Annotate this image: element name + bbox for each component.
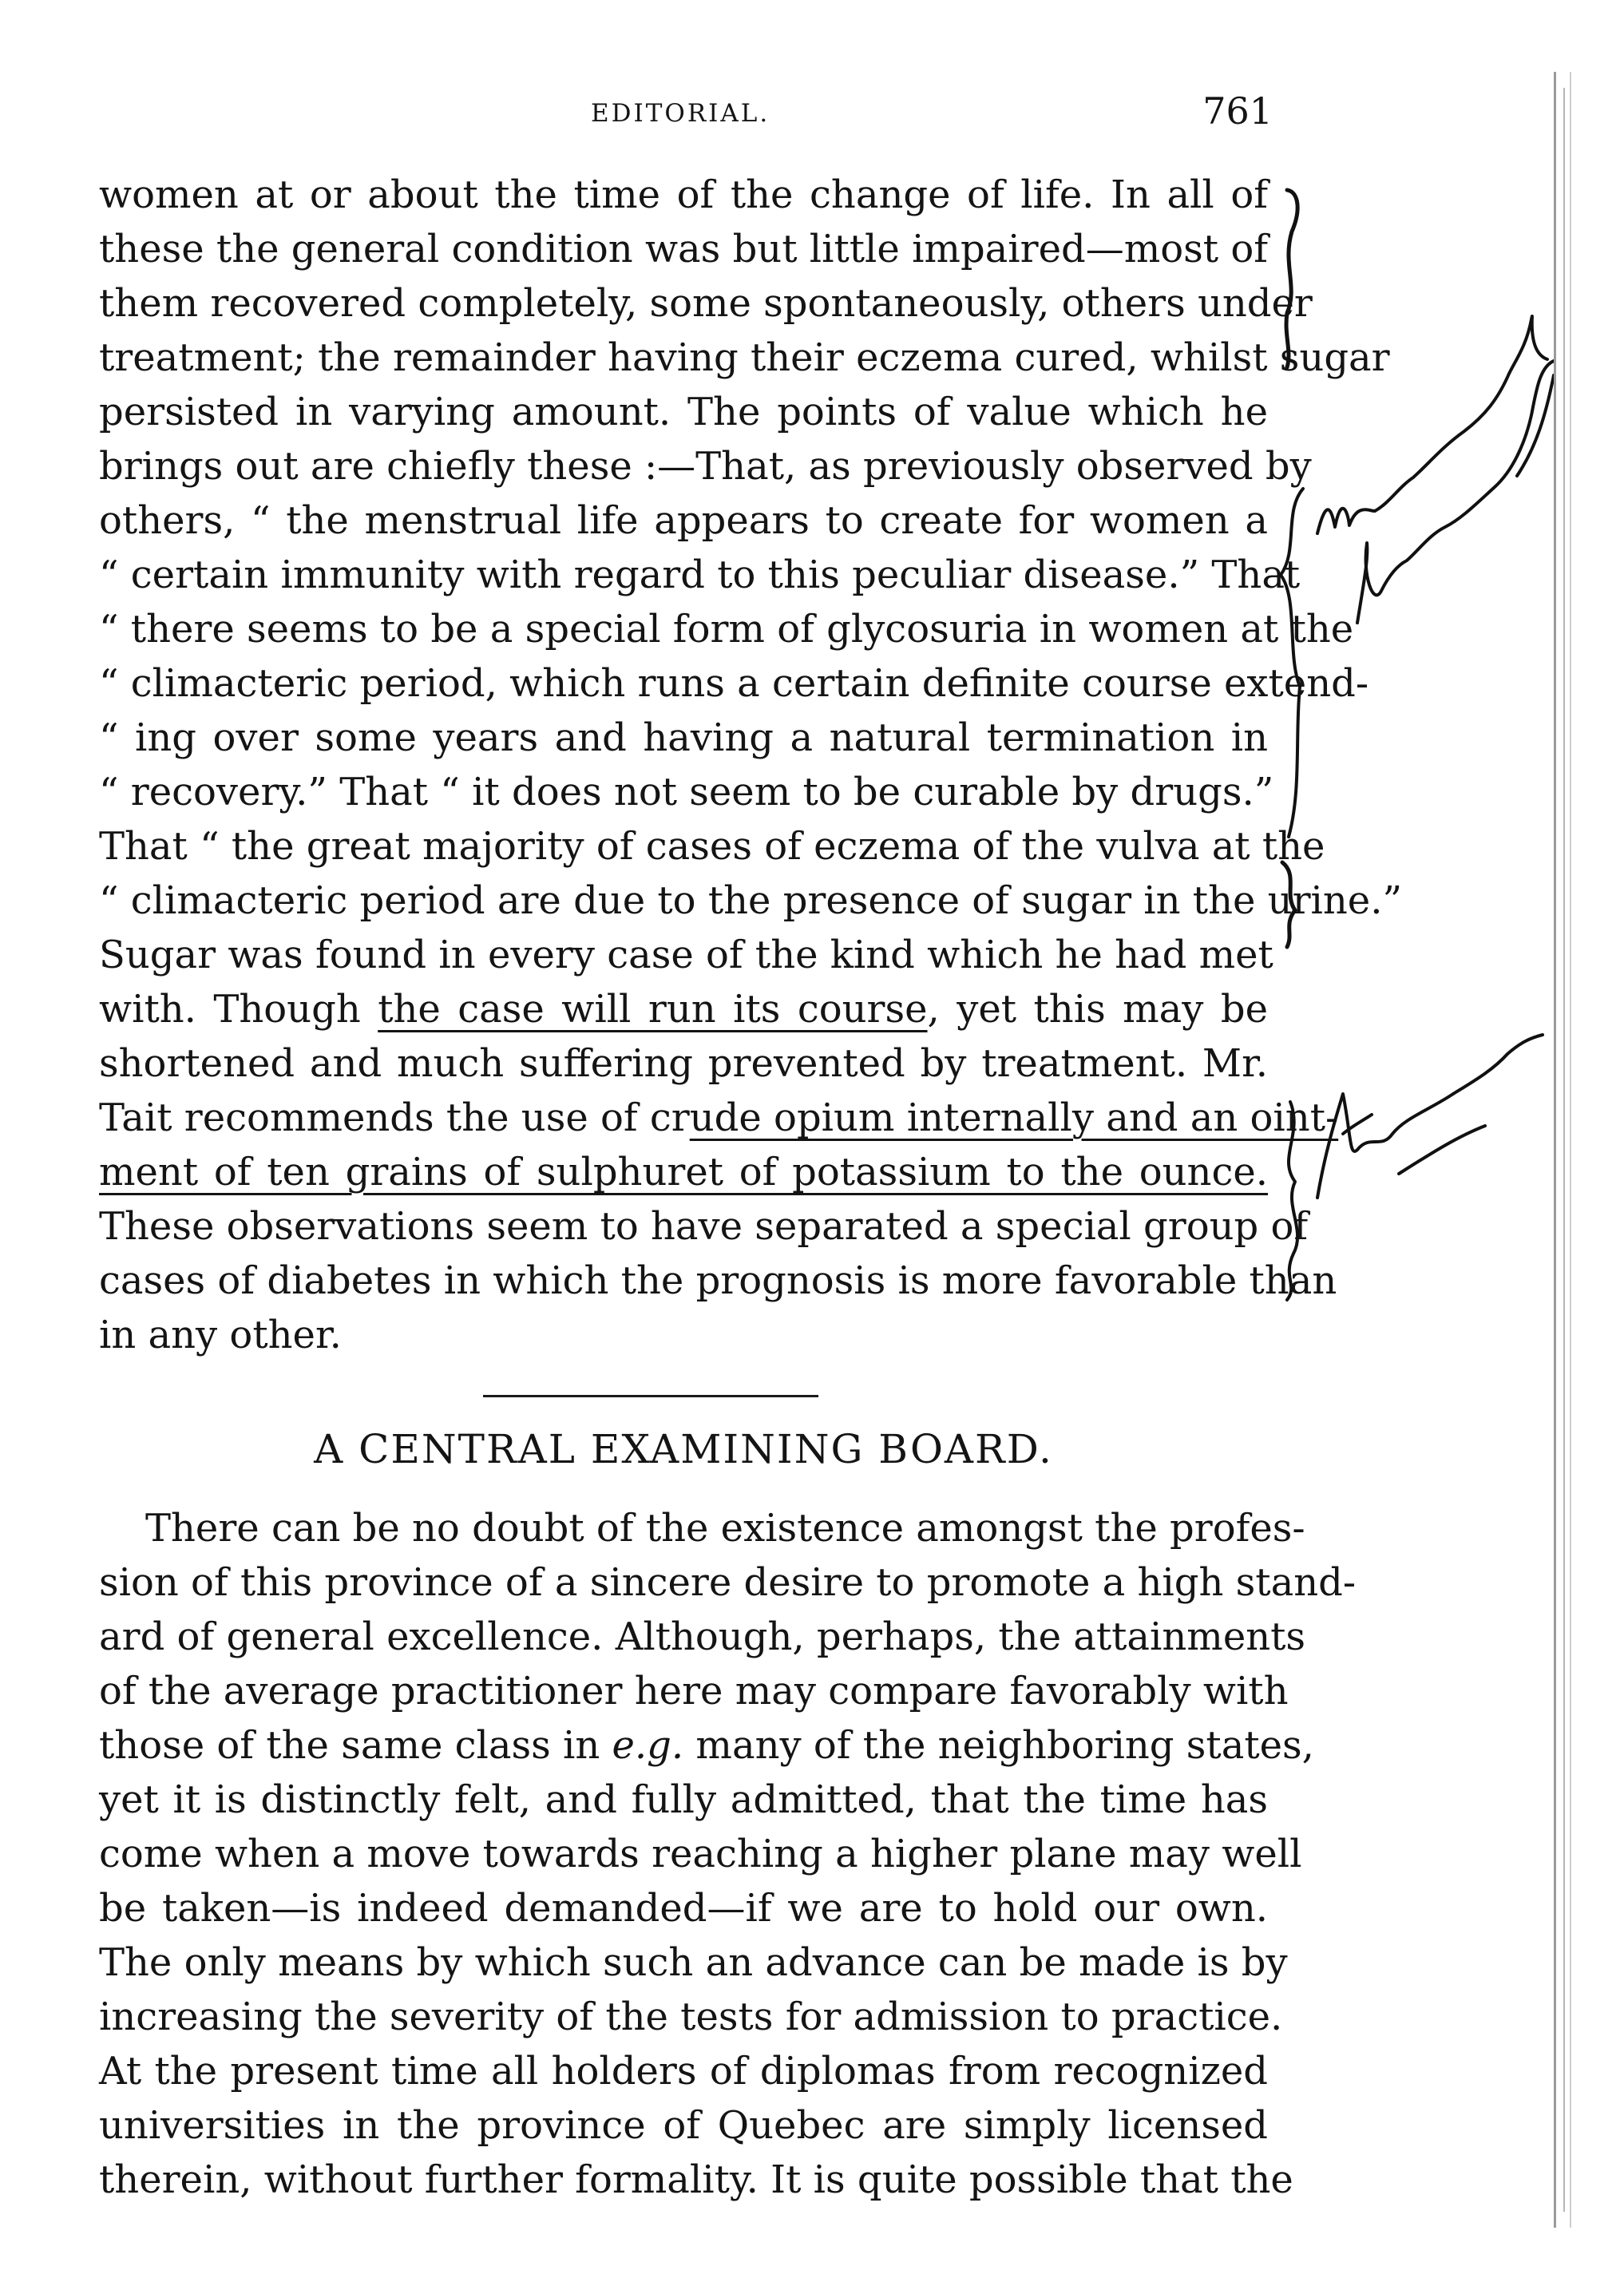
text-line: yet it is distinctly felt, and fully admitted, that the time has xyxy=(99,1777,1268,1822)
text-line: ard of general excellence. Although, perhaps, the attainments xyxy=(99,1614,1306,1659)
text-line: treatment; the remainder having their eczema cured, whilst sugar xyxy=(99,335,1390,380)
text-line: The only means by which such an advance can be made is by xyxy=(99,1940,1288,1985)
text-line: These observations seem to have separated a special group of xyxy=(99,1204,1309,1249)
underlined-phrase: ment of ten grains of sulphuret of potassium to the ounce. xyxy=(99,1150,1268,1194)
italic-abbreviation: e.g. xyxy=(612,1723,684,1768)
text-line: cases of diabetes in which the prognosis is more favorable than xyxy=(99,1258,1337,1303)
underlined-phrase: ude opium internally and an oint- xyxy=(689,1095,1339,1140)
text-line: “ ing over some years and having a natural termination in xyxy=(99,715,1268,760)
text-line: them recovered completely, some spontaneously, others under xyxy=(99,281,1313,326)
text-line: That “ the great majority of cases of eczema of the vulva at the xyxy=(99,824,1325,869)
text-line xyxy=(99,982,1268,1036)
page-number: 761 xyxy=(1202,89,1273,133)
text-line: “ climacteric period are due to the presence of sugar in the urine.” xyxy=(99,878,1402,923)
text-line: “ recovery.” That “ it does not seem to be curable by drugs.” xyxy=(99,770,1274,814)
text-line: in any other. xyxy=(99,1313,342,1357)
section-divider xyxy=(483,1395,818,1397)
underlined-phrase: the case will run its course xyxy=(378,987,928,1032)
page-edge-strip xyxy=(1554,72,1571,2228)
text-line: “ certain immunity with regard to this peculiar disease.” That xyxy=(99,553,1301,597)
text-line: sion of this province of a sincere desire to promote a high stand- xyxy=(99,1560,1357,1605)
text-line xyxy=(99,1145,1268,1199)
running-head-title: EDITORIAL. xyxy=(591,99,770,128)
text-line: Sugar was found in every case of the kind which he had met xyxy=(99,933,1273,977)
text-line: universities in the province of Quebec are simply licensed xyxy=(99,2103,1268,2148)
text-line: shortened and much suffering prevented by treatment. Mr. xyxy=(99,1041,1268,1086)
text-line: be taken—is indeed demanded—if we are to hold our own. xyxy=(99,1886,1268,1931)
text-line: women at or about the time of the change of life. In all of xyxy=(99,172,1268,217)
text-segment: many of the neighboring states, xyxy=(683,1723,1314,1768)
text-line xyxy=(99,1091,1339,1145)
text-segment: , yet this may be xyxy=(927,987,1269,1032)
text-line: “ there seems to be a special form of glycosuria in women at the xyxy=(99,607,1354,652)
text-segment: those of the same class in xyxy=(99,1723,612,1768)
text-line: persisted in varying amount. The points of value which he xyxy=(99,390,1268,434)
text-line: others, “ the menstrual life appears to create for women a xyxy=(99,498,1268,543)
text-line: brings out are chiefly these :—That, as previously observed by xyxy=(99,444,1312,489)
text-line: therein, without further formality. It is quite possible that the xyxy=(99,2157,1293,2202)
text-segment: Tait recommends the use of cr xyxy=(99,1095,690,1140)
text-line: come when a move towards reaching a higher plane may well xyxy=(99,1832,1302,1876)
text-line: “ climacteric period, which runs a certain definite course extend- xyxy=(99,661,1369,706)
text-line: of the average practitioner here may compare favorably with xyxy=(99,1669,1289,1713)
text-line: There can be no doubt of the existence amongst the profes- xyxy=(145,1506,1305,1551)
text-line: increasing the severity of the tests for admission to practice. xyxy=(99,1995,1283,2039)
text-line: these the general condition was but little impaired—most of xyxy=(99,227,1268,271)
section-heading: A CENTRAL EXAMINING BOARD. xyxy=(314,1426,1053,1472)
running-head xyxy=(104,89,1277,137)
article-diabetes-text xyxy=(99,168,1402,1362)
text-line: At the present time all holders of diplomas from recognized xyxy=(99,2049,1268,2094)
text-line xyxy=(99,1718,1314,1773)
text-segment: with. Though xyxy=(99,987,378,1032)
handwriting-treatment xyxy=(1317,1035,1543,1198)
handwriting-life-a-protection xyxy=(1357,361,1554,623)
article-examining-board-text xyxy=(99,1501,1357,2207)
